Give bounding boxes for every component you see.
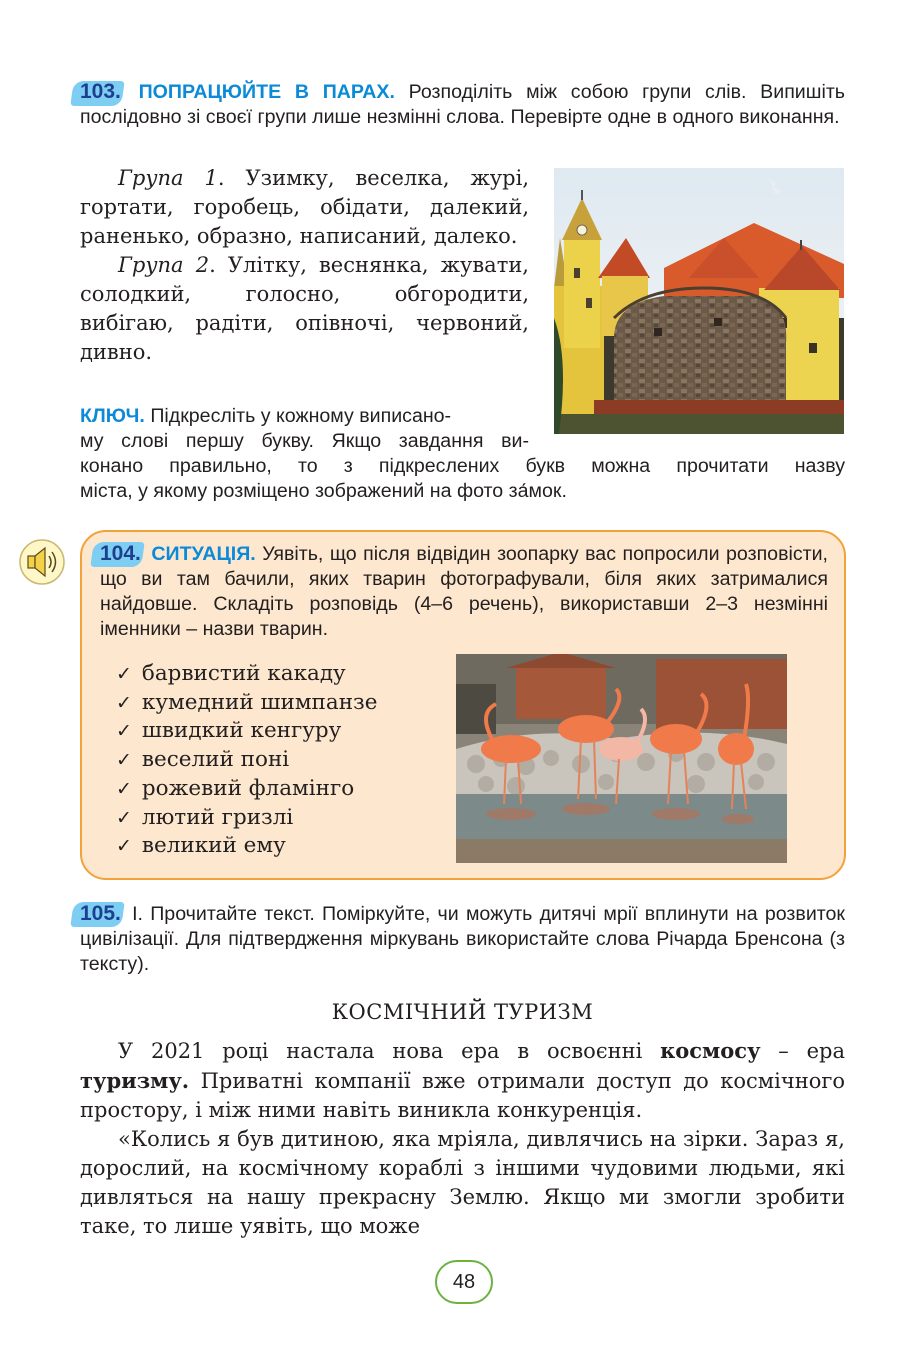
word-groups <box>80 164 529 367</box>
text-title: КОСМІЧНИЙ ТУРИЗМ <box>331 1000 594 1024</box>
group-1-label: Група 1 <box>118 166 218 190</box>
exercise-105-instruction: І. Прочитайте текст. Поміркуйте, чи можуть дитячі мрії вплинути на розвиток цивілізації. Для підтвердження міркувань використайте слова Річарда Бренсона (з тексту). <box>80 903 845 975</box>
exercise-103-task <box>80 80 845 129</box>
animal-name: рожевий фламінго <box>141 775 355 801</box>
exercise-104-heading: СИТУАЦІЯ. <box>151 543 256 565</box>
animal-name: веселий поні <box>141 747 290 773</box>
key-line-2: му слові першу букву. Якщо завдання ви- <box>80 430 529 452</box>
group-1 <box>80 164 529 251</box>
exercise-103-key <box>80 404 845 504</box>
list-item <box>116 746 378 775</box>
castle-photo <box>554 168 844 434</box>
checkmark-icon: ✓ <box>116 720 132 743</box>
checkmark-icon: ✓ <box>116 749 132 772</box>
exercise-104-task <box>100 541 828 642</box>
exercise-number-103: 103. <box>72 80 125 105</box>
exercise-103-instruction: Розподіліть між собою групи слів. Випишіть послідовно зі своєї групи лише незмінні слова. Перевірте одне в одного виконання. <box>80 81 846 128</box>
exercise-103-heading: ПОПРАЦЮЙТЕ В ПАРАХ. <box>138 81 395 103</box>
checkmark-icon: ✓ <box>116 777 132 800</box>
exercise-number-105: 105. <box>72 901 125 926</box>
list-item <box>116 775 378 804</box>
animal-name: барвистий какаду <box>141 661 346 686</box>
group-2-label: Група 2 <box>118 253 210 277</box>
story-p1-bold-tourism: туризму. <box>80 1068 190 1093</box>
animal-name: швидкий кенгуру <box>141 718 342 744</box>
key-line-1: Підкресліть у кожному виписано- <box>150 405 452 427</box>
audio-speaker-icon[interactable] <box>18 538 66 586</box>
page-number: 48 <box>435 1260 493 1304</box>
story-text <box>80 1036 845 1241</box>
list-item <box>116 804 378 833</box>
key-line-3: конано правильно, то з підкреслених букв можна прочитати назву <box>80 455 845 477</box>
key-label: КЛЮЧ. <box>80 405 145 427</box>
list-item <box>116 717 378 746</box>
list-item <box>116 660 378 689</box>
checkmark-icon: ✓ <box>116 835 132 858</box>
story-paragraph-1 <box>80 1036 845 1125</box>
story-p1-part-c: – ера <box>760 1039 845 1063</box>
animal-name: лютий гризлі <box>141 804 294 830</box>
group-1-words: . Узимку, веселка, журі, гортати, горобець, обідати, далекий, раненько, образно, написаний, далеко. <box>80 166 529 248</box>
checkmark-icon: ✓ <box>116 806 132 829</box>
exercise-number-104: 104. <box>92 541 145 566</box>
animal-list <box>116 660 378 861</box>
story-p1-part-a: У 2021 році настала нова ера в освоєнні <box>118 1039 661 1063</box>
list-item <box>116 689 378 718</box>
animal-name: кумедний шимпанзе <box>141 689 378 715</box>
story-paragraph-2: «Колись я був дитиною, яка мріяла, дивлячись на зірки. Зараз я, дорослий, на космічному кораблі з іншими чудовими людьми, які дивляться на нашу прекрасну Землю. Якщо ми змогли зробити таке, то лише уявіть, що може <box>80 1127 845 1238</box>
list-item <box>116 832 378 861</box>
checkmark-icon: ✓ <box>116 663 132 685</box>
flamingo-photo <box>456 654 787 863</box>
group-2-words: . Улітку, веснянка, жувати, солодкий, голосно, обгородити, вибігаю, радіти, опівночі, червоний, дивно. <box>80 253 529 364</box>
animal-name: великий ему <box>141 833 286 859</box>
exercise-105-task <box>80 901 845 977</box>
group-2 <box>80 251 529 367</box>
exercise-104-instruction: Уявіть, що після відвідин зоопарку вас попросили розповісти, що ви там бачили, яких тварин фотографували, біля яких затрималися найдовше. Складіть розповідь (4–6 речень), використавши 2–3 незмінні іменники – назви тварин. <box>100 543 829 640</box>
checkmark-icon: ✓ <box>116 691 132 714</box>
key-line-4: міста, у якому розміщено зображений на фото за́мок. <box>80 480 567 502</box>
story-p1-part-e: Приватні компанії вже отримали доступ до космічного простору, і між ними навіть виникла конкуренція. <box>80 1069 845 1122</box>
story-p1-bold-space: космосу <box>660 1038 761 1063</box>
